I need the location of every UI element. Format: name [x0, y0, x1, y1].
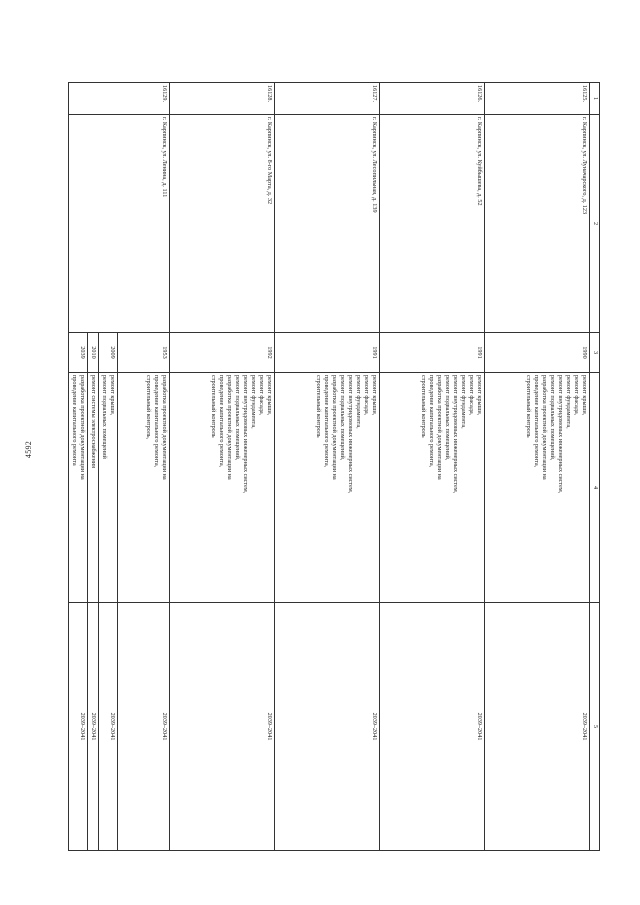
work-item: ремонт фасада, [258, 375, 266, 416]
row-number-cell: 16126. [380, 83, 485, 115]
row-number-cell: 16127. [275, 83, 380, 115]
row-number-cell: 16128. [170, 83, 275, 115]
work-item: ремонт внутридомовых инженерных систем, [347, 375, 355, 494]
header-col-4: 4 [590, 373, 600, 603]
period-cell: 2039–2041 [99, 603, 118, 851]
address-cell: г. Карпинск, ул. Ленина, д. 111 [69, 115, 170, 333]
work-item: строительный контроль [525, 375, 533, 438]
work-item: проведение капитального ремонта, [218, 375, 226, 468]
works-cell [69, 373, 88, 603]
header-col-3: 3 [590, 333, 600, 373]
row-number-cell: 16129. [69, 83, 170, 115]
period-cell: 2039–2041 [69, 603, 88, 851]
works-cell [485, 373, 590, 603]
work-item: ремонт фундамента, [460, 375, 468, 429]
period-cell: 2039–2041 [170, 603, 275, 851]
work-item: разработка проектной документации на [161, 375, 168, 480]
table-row [485, 83, 590, 851]
work-item: разработка проектной документации на [79, 375, 87, 480]
year-cell: 1992 [170, 333, 275, 373]
work-item: проведение капитального ремонта, [153, 375, 161, 468]
table-row [170, 83, 275, 851]
work-item: ремонт фасада, [363, 375, 371, 416]
repair-schedule-table [68, 82, 600, 851]
works-cell [275, 373, 380, 603]
work-item: ремонт крыши, [476, 375, 483, 416]
year-cell: 2010 [88, 333, 99, 373]
rotated-table-wrapper [71, 82, 600, 850]
work-item: ремонт крыши, [266, 375, 273, 416]
work-item: разработка проектной документации на [436, 375, 444, 480]
works-cell [380, 373, 485, 603]
work-item: разработка проектной документации на [541, 375, 549, 480]
header-col-2: 2 [590, 115, 600, 333]
work-item: ремонт фундамента, [565, 375, 573, 429]
address-cell: г. Карпинск, ул. 8-го Марта, д. 32 [170, 115, 275, 333]
period-cell: 2039–2041 [380, 603, 485, 851]
work-item: проведение капитального ремонта [71, 375, 79, 466]
work-item: ремонт фундамента, [355, 375, 363, 429]
works-cell [170, 373, 275, 603]
period-cell: 2039–2041 [88, 603, 99, 851]
work-item: проведение капитального ремонта, [533, 375, 541, 468]
table-row [118, 83, 170, 851]
work-item: ремонт подвальных помещений, [444, 375, 452, 461]
work-item: ремонт фасада, [573, 375, 581, 416]
works-cell [88, 373, 99, 603]
work-item: ремонт подвальных помещений, [339, 375, 347, 461]
work-item: ремонт системы электроснабжения [90, 375, 98, 468]
year-cell: 1991 [275, 333, 380, 373]
work-item: ремонт внутридомовых инженерных систем, [242, 375, 250, 494]
period-cell: 2039–2041 [275, 603, 380, 851]
work-item: строительный контроль [210, 375, 218, 438]
work-item: строительный контроль, [145, 375, 153, 440]
period-cell: 2039–2041 [485, 603, 590, 851]
period-cell: 2039–2041 [118, 603, 170, 851]
year-cell: 1953 [118, 333, 170, 373]
work-item: ремонт внутридомовых инженерных систем, [452, 375, 460, 494]
work-item: разработка проектной документации на [331, 375, 339, 480]
work-item: ремонт внутридомовых инженерных систем, [557, 375, 565, 494]
year-cell: 2039 [69, 333, 88, 373]
work-item: строительный контроль [420, 375, 428, 438]
year-cell: 1990 [485, 333, 590, 373]
work-item: проведение капитального ремонта, [428, 375, 436, 468]
header-col-5: 5 [590, 603, 600, 851]
address-cell: г. Карпинск, ул. Луначарского, д. 123 [485, 115, 590, 333]
year-cell: 1991 [380, 333, 485, 373]
work-item: ремонт подвальных помещений, [549, 375, 557, 461]
year-cell: 2009 [99, 333, 118, 373]
work-item: ремонт фундамента, [250, 375, 258, 429]
row-number-cell: 16125. [485, 83, 590, 115]
work-item: ремонт подвальных помещений, [234, 375, 242, 461]
header-col-1: 1 [590, 83, 600, 115]
header-row [590, 83, 600, 851]
table-row [275, 83, 380, 851]
address-cell: г. Карпинск, ул. Куйбышева, д. 52 [380, 115, 485, 333]
works-cell [118, 373, 170, 603]
work-item: ремонт крыши, [581, 375, 588, 416]
work-item: ремонт крыши, [109, 375, 116, 416]
table-body [69, 83, 590, 851]
work-item: проведение капитального ремонта, [323, 375, 331, 468]
work-item: ремонт подвальных помещений [101, 375, 109, 459]
page-number: 4592 [24, 440, 34, 459]
address-cell: г. Карпинск, ул. Лесопильная, д. 139 [275, 115, 380, 333]
work-item: разработка проектной документации на [226, 375, 234, 480]
table-row [380, 83, 485, 851]
work-item: ремонт фасада, [468, 375, 476, 416]
work-item: строительный контроль [315, 375, 323, 438]
work-item: ремонт крыши, [371, 375, 378, 416]
works-cell [99, 373, 118, 603]
